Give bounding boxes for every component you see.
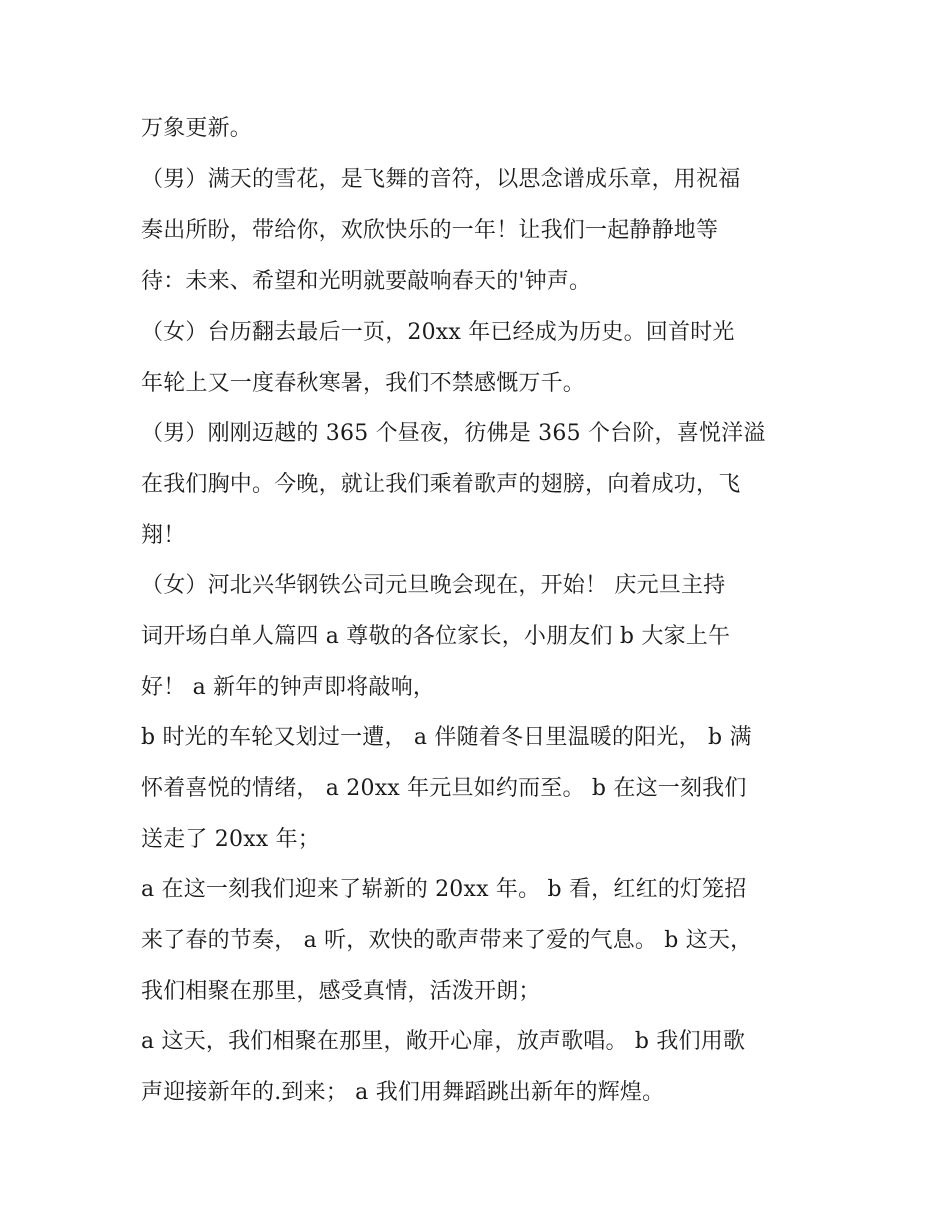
text-line: 在我们胸中。今晚，就让我们乘着歌声的翅膀，向着成功，飞 [141, 472, 741, 497]
text-line: 我们相聚在那里，感受真情，活泼开朗； [141, 979, 541, 1004]
text-line: 来了春的节奏， a 听，欢快的歌声带来了爱的气息。 b 这天， [141, 928, 753, 953]
text-line: 声迎接新年的.到来； a 我们用舞蹈跳出新年的辉煌。 [141, 1080, 665, 1105]
text-line: （女）河北兴华钢铁公司元旦晚会现在，开始！ 庆元旦主持 [141, 573, 726, 598]
text-line: 翔！ [141, 523, 186, 548]
text-line: 奏出所盼，带给你，欢欣快乐的一年！让我们一起静静地等 [141, 218, 719, 243]
text-line: 怀着喜悦的情绪， a 20xx 年元旦如约而至。 b 在这一刻我们 [141, 776, 747, 801]
text-line: 词开场白单人篇四 a 尊敬的各位家长，小朋友们 b 大家上午 [141, 624, 731, 649]
text-line: b 时光的车轮又划过一遭， a 伴随着冬日里温暖的阳光， b 满 [141, 725, 752, 750]
text-line: 待：未来、希望和光明就要敲响春天的'钟声。 [141, 269, 592, 294]
text-line: a 这天，我们相聚在那里，敞开心扉，放声歌唱。 b 我们用歌 [141, 1029, 746, 1054]
text-line: 万象更新。 [141, 116, 253, 141]
text-line: （男）刚刚迈越的 365 个昼夜，彷佛是 365 个台阶，喜悦洋溢 [141, 421, 766, 446]
text-line: a 在这一刻我们迎来了崭新的 20xx 年。 b 看，红红的灯笼招 [141, 877, 747, 902]
text-line: 年轮上又一度春秋寒暑，我们不禁感慨万千。 [141, 371, 586, 396]
text-line: 送走了 20xx 年； [141, 827, 320, 852]
text-line: （女）台历翻去最后一页，20xx 年已经成为历史。回首时光 [141, 320, 735, 345]
text-line: 好！ a 新年的钟声即将敲响， [141, 675, 436, 700]
text-line: （男）满天的雪花，是飞舞的音符，以思念谱成乐章，用祝福 [141, 167, 741, 192]
